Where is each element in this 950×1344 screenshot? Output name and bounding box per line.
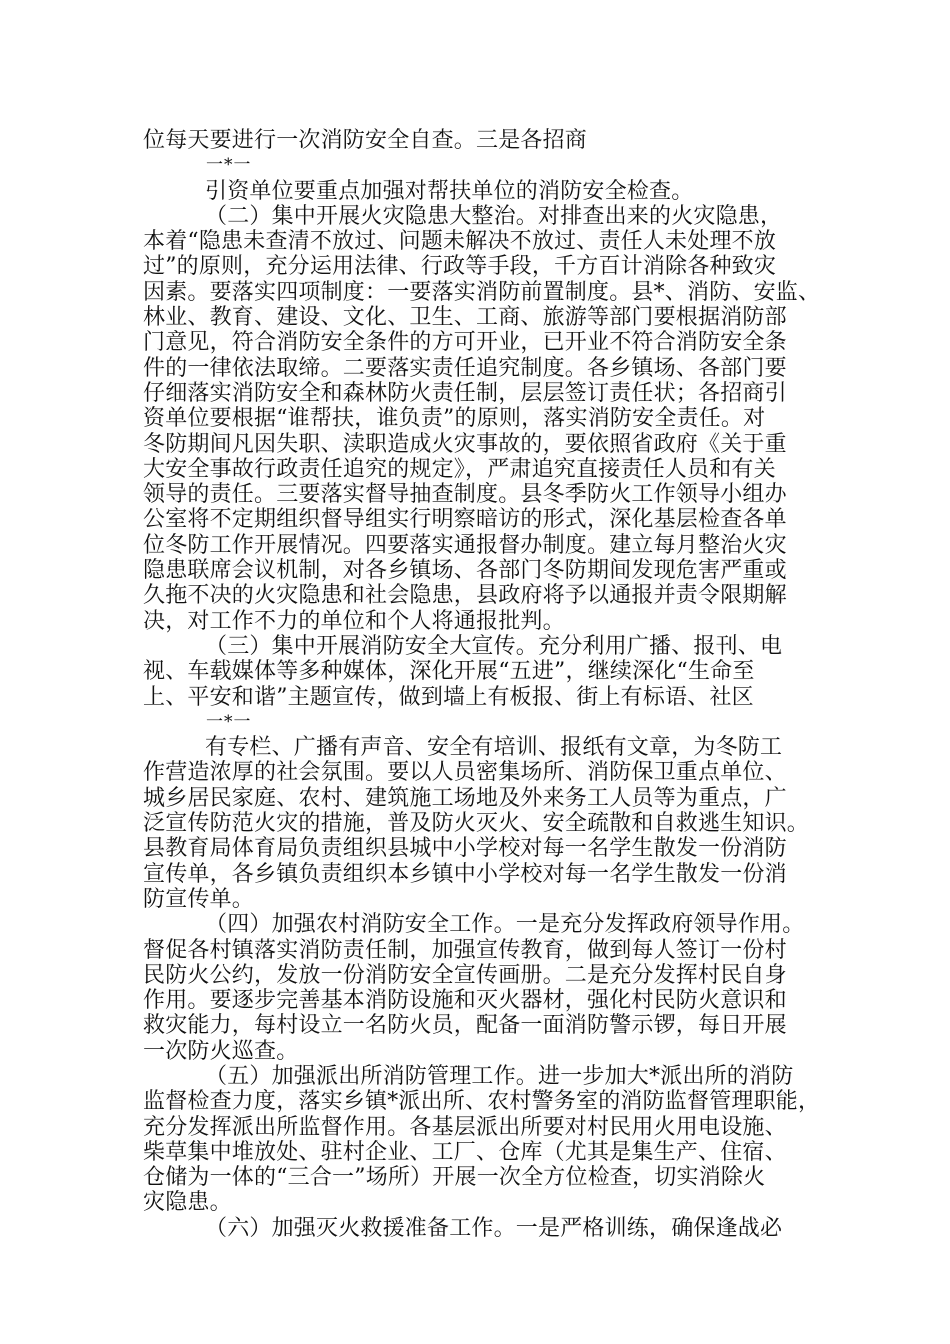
text-line: 民防火公约，发放一份消防安全宣传画册。二是充分发挥村民自身 bbox=[143, 962, 787, 988]
text-line: 久拖不决的火灾隐患和社会隐患，县政府将予以通报并责令限期解 bbox=[143, 583, 787, 609]
text-line: 领导的责任。三要落实督导抽查制度。县冬季防火工作领导小组办 bbox=[143, 482, 787, 508]
text-line: 公室将不定期组织督导组实行明察暗访的形式，深化基层检查各单 bbox=[143, 507, 787, 533]
paragraph-start-line: （二）集中开展火灾隐患大整治。对排查出来的火灾隐患， bbox=[205, 203, 783, 229]
text-line: 柴草集中堆放处、驻村企业、工厂、仓库（尤其是集生产、住宿、 bbox=[143, 1139, 787, 1165]
text-line: 灾隐患。 bbox=[143, 1190, 232, 1216]
text-line: 作用。要逐步完善基本消防设施和灭火器材，强化村民防火意识和 bbox=[143, 988, 787, 1014]
text-line: 一次防火巡查。 bbox=[143, 1038, 299, 1064]
text-line: 泛宣传防范火灾的措施，普及防火灭火、安全疏散和自救逃生知识。 bbox=[143, 811, 810, 837]
text-line: 作营造浓厚的社会氛围。要以人员密集场所、消防保卫重点单位、 bbox=[143, 760, 787, 786]
paragraph-start-line: （四）加强农村消防安全工作。一是充分发挥政府领导作用。 bbox=[205, 912, 805, 938]
text-line: 位每天要进行一次消防安全自查。三是各招商 bbox=[143, 128, 588, 153]
paragraph-start-line: （六）加强灭火救援准备工作。一是严格训练，确保逢战必 bbox=[205, 1215, 783, 1241]
text-line: 因素。要落实四项制度：一要落实消防前置制度。县*、消防、安监、 bbox=[143, 279, 821, 305]
text-line: 资单位要根据“谁帮扶，谁负责”的原则，落实消防安全责任。对 bbox=[143, 406, 766, 432]
page-separator: 一*一 bbox=[206, 155, 252, 176]
paragraph-start-line: （三）集中开展消防安全大宣传。充分利用广播、报刊、电 bbox=[205, 633, 783, 659]
paragraph-start-line: 引资单位要重点加强对帮扶单位的消防安全检查。 bbox=[205, 178, 694, 204]
text-line: 大安全事故行政责任追究的规定》，严肃追究直接责任人员和有关 bbox=[143, 456, 776, 482]
text-line: 仓储为一体的“三合一”场所）开展一次全方位检查，切实消除火 bbox=[143, 1165, 766, 1191]
text-line: 决，对工作不力的单位和个人将通报批判。 bbox=[143, 608, 565, 634]
page-separator: 一*一 bbox=[206, 711, 252, 732]
text-line: 冬防期间凡因失职、渎职造成火灾事故的，要依照省政府《关于重 bbox=[143, 431, 787, 457]
text-line: 过”的原则，充分运用法律、行政等手段，千方百计消除各种致灾 bbox=[143, 254, 777, 280]
text-line: 宣传单，各乡镇负责组织本乡镇中小学校对每一名学生散发一份消 bbox=[143, 861, 787, 887]
text-line: 督促各村镇落实消防责任制，加强宣传教育，做到每人签订一份村 bbox=[143, 937, 787, 963]
text-line: 本着“隐患未查清不放过、问题未解决不放过、责任人未处理不放 bbox=[143, 229, 777, 255]
text-line: 门意见，符合消防安全条件的方可开业，已开业不符合消防安全条 bbox=[143, 330, 787, 356]
text-line: 监督检查力度，落实乡镇*派出所、农村警务室的消防监督管理职能， bbox=[143, 1089, 821, 1115]
text-line: 林业、教育、建设、文化、卫生、工商、旅游等部门要根据消防部 bbox=[143, 305, 787, 331]
text-line: 隐患联席会议机制，对各乡镇场、各部门冬防期间发现危害严重或 bbox=[143, 558, 787, 584]
text-line: 位冬防工作开展情况。四要落实通报督办制度。建立每月整治火灾 bbox=[143, 532, 787, 558]
text-line: 防宣传单。 bbox=[143, 886, 255, 912]
text-line: 城乡居民家庭、农村、建筑施工场地及外来务工人员等为重点，广 bbox=[143, 785, 787, 811]
text-line: 上、平安和谐”主题宣传，做到墙上有板报、街上有标语、社区 bbox=[143, 684, 754, 710]
paragraph-start-line: （五）加强派出所消防管理工作。进一步加大*派出所的消防 bbox=[205, 1063, 794, 1089]
text-line: 充分发挥派出所监督作用。各基层派出所要对村民用火用电设施、 bbox=[143, 1114, 787, 1140]
text-line: 县教育局体育局负责组织县城中小学校对每一名学生散发一份消防 bbox=[143, 836, 787, 862]
text-line: 仔细落实消防安全和森林防火责任制，层层签订责任状；各招商引 bbox=[143, 380, 787, 406]
text-line: 件的一律依法取缔。二要落实责任追究制度。各乡镇场、各部门要 bbox=[143, 355, 787, 381]
text-line: 视、车载媒体等多种媒体，深化开展“五进”，继续深化“生命至 bbox=[143, 659, 755, 685]
text-line: 救灾能力，每村设立一名防火员，配备一面消防警示锣，每日开展 bbox=[143, 1013, 787, 1039]
paragraph-start-line: 有专栏、广播有声音、安全有培训、报纸有文章，为冬防工 bbox=[205, 735, 783, 761]
document-page bbox=[143, 128, 823, 1241]
